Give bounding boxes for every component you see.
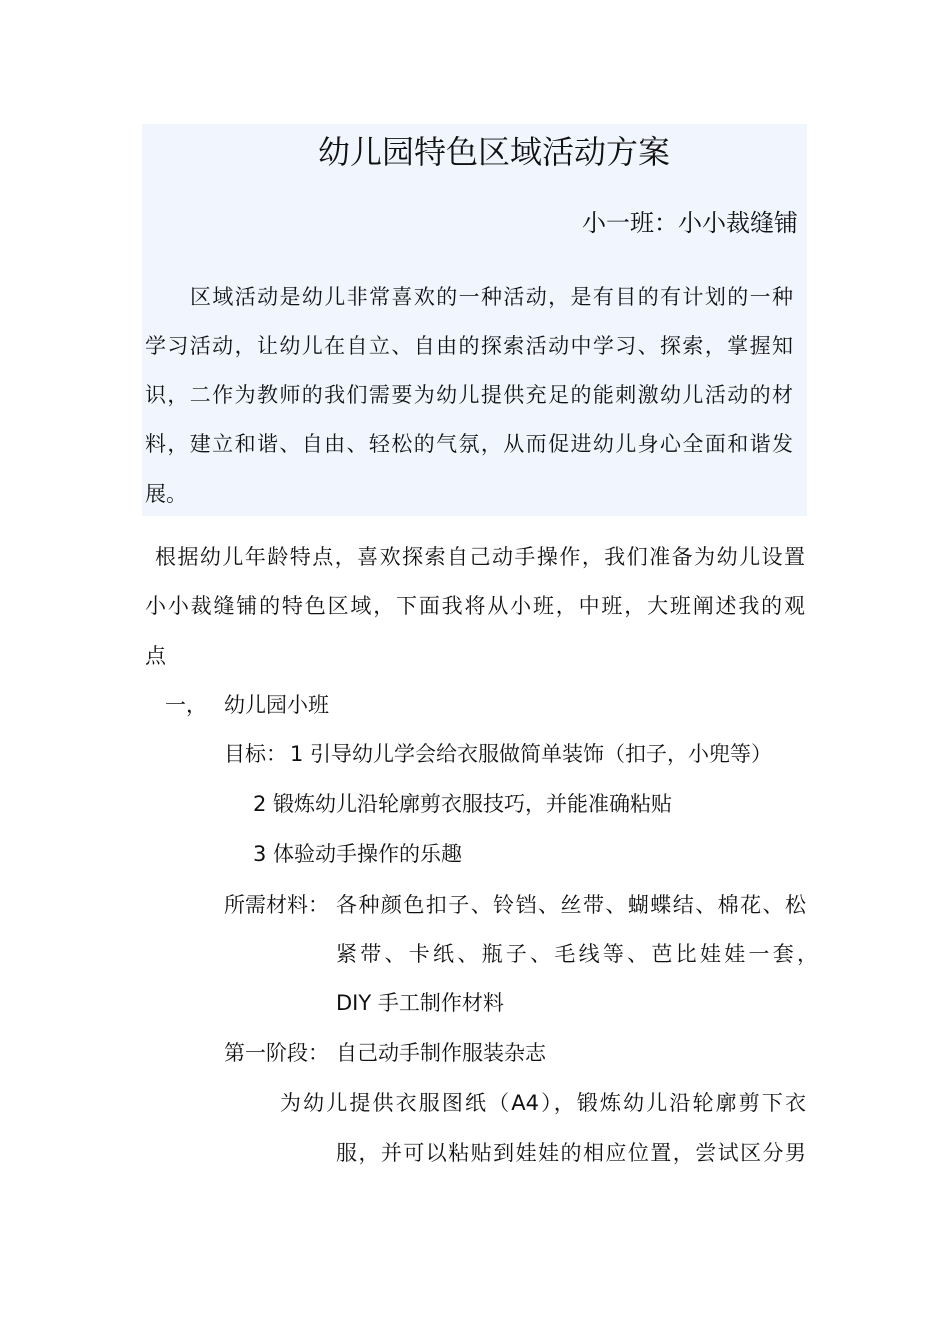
materials-label: 所需材料： — [224, 893, 329, 917]
goal-label: 目标： — [224, 742, 287, 766]
section-heading: 幼儿园小班 — [224, 693, 329, 717]
para2-line: 点 — [145, 644, 166, 668]
section-number: 一， — [165, 693, 207, 717]
intro-line: 学习活动，让幼儿在自立、自由的探索活动中学习、探索，掌握知 — [145, 334, 793, 358]
document-title: 幼儿园特色区域活动方案 — [318, 133, 671, 171]
para2-line: 根据幼儿年龄特点，喜欢探索自己动手操作，我们准备为幼儿设置 — [155, 545, 805, 569]
materials-line: 各种颜色扣子、铃铛、丝带、蝴蝶结、棉花、松 — [336, 893, 806, 917]
para2-line: 小小裁缝铺的特色区域，下面我将从小班，中班，大班阐述我的观 — [145, 594, 805, 618]
document-subtitle: 小一班：小小裁缝铺 — [582, 209, 798, 237]
intro-line: 区域活动是幼儿非常喜欢的一种活动，是有目的有计划的一种 — [190, 285, 793, 309]
goal-item: 1 引导幼儿学会给衣服做简单装饰（扣子，小兜等） — [290, 742, 773, 766]
goal-item: 2 锻炼幼儿沿轮廓剪衣服技巧，并能准确粘贴 — [253, 792, 673, 816]
intro-line: 料，建立和谐、自由、轻松的气氛，从而促进幼儿身心全面和谐发 — [145, 432, 793, 456]
materials-line: DIY 手工制作材料 — [336, 991, 504, 1015]
goal-item: 3 体验动手操作的乐趣 — [253, 842, 463, 866]
stage1-line: 服，并可以粘贴到娃娃的相应位置，尝试区分男 — [336, 1141, 806, 1165]
stage1-title: 自己动手制作服装杂志 — [336, 1041, 546, 1065]
stage1-line: 为幼儿提供衣服图纸（A4），锻炼幼儿沿轮廓剪下衣 — [280, 1091, 806, 1115]
stage1-label: 第一阶段： — [224, 1041, 329, 1065]
intro-line: 识，二作为教师的我们需要为幼儿提供充足的能刺激幼儿活动的材 — [145, 383, 793, 407]
materials-line: 紧带、卡纸、瓶子、毛线等、芭比娃娃一套， — [336, 942, 818, 966]
intro-line: 展。 — [145, 482, 187, 506]
